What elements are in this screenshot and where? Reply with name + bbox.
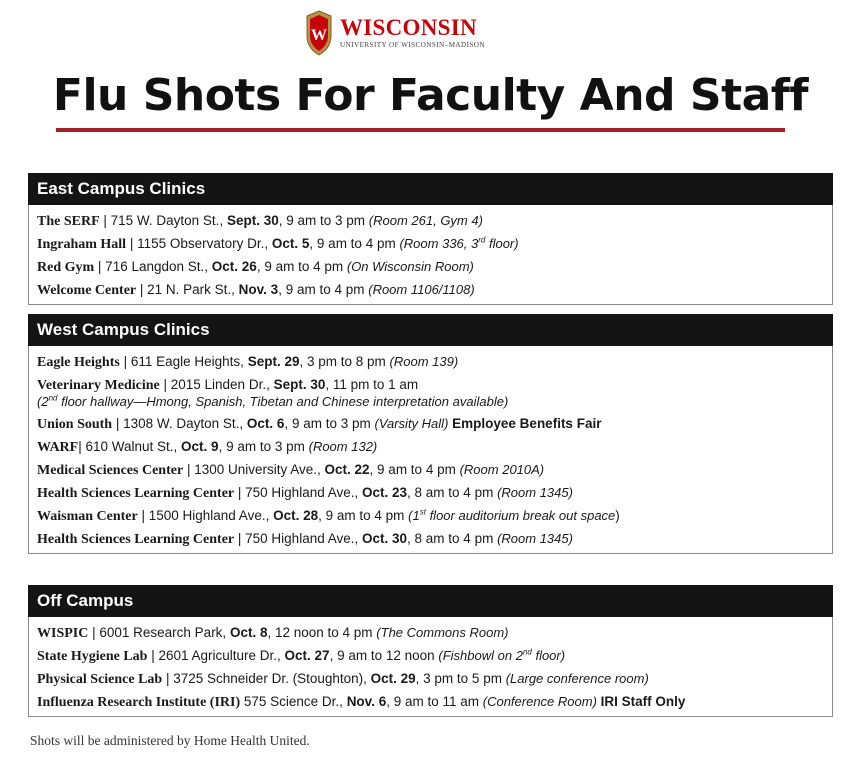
clinic-detail-part: (2 [37, 393, 49, 409]
clinic-room-part: floor) [485, 235, 519, 251]
clinic-address: | 3725 Schneider Dr. (Stoughton), [162, 670, 371, 686]
clinic-name: State Hygiene Lab [37, 648, 148, 664]
clinic-date: Oct. 27 [284, 647, 330, 663]
clinic-room [408, 508, 615, 523]
clinic-note: IRI Staff Only [596, 693, 686, 709]
clinic-time: , 12 noon to 4 pm [267, 624, 377, 640]
clinic-name: Health Sciences Learning Center [37, 485, 235, 501]
clinic-time: , 11 pm to 1 am [325, 376, 419, 392]
page-title: Flu Shots For Faculty And Staff [52, 70, 809, 121]
clinic-time: , 9 am to 4 pm [309, 235, 400, 251]
ordinal-suffix: nd [48, 393, 58, 403]
clinic-address: | 1308 W. Dayton St., [112, 415, 247, 431]
clinic-address: | 1155 Observatory Dr., [126, 235, 272, 251]
clinic-name: WISPIC [37, 625, 89, 641]
footnote: Shots will be administered by Home Health United. [30, 733, 310, 748]
clinic-detail-part: floor hallway—Hmong, Spanish, Tibetan and Chinese interpretation available) [57, 393, 509, 409]
section-heading: West Campus Clinics [28, 314, 833, 346]
clinic-name: Eagle Heights [37, 354, 120, 370]
title-rule [56, 128, 785, 132]
clinic-address: | 2601 Agriculture Dr., [147, 647, 285, 663]
clinic-address: | 611 Eagle Heights, [119, 353, 248, 369]
clinic-address: | 21 N. Park St., [136, 281, 239, 297]
clinic-name: Veterinary Medicine [37, 377, 160, 393]
clinic-date: Oct. 8 [229, 624, 268, 640]
clinic-row [37, 350, 824, 373]
svg-text:W: W [311, 27, 327, 44]
clinic-address: 575 Science Dr., [240, 693, 347, 709]
clinic-row [37, 527, 824, 550]
clinic-room: (Room 2010A) [459, 461, 545, 477]
clinic-time: , 8 am to 4 pm [407, 484, 498, 500]
clinic-row [37, 209, 824, 232]
clinic-row [37, 412, 824, 435]
clinic-name: Red Gym [37, 259, 95, 275]
clinic-time: , 9 am to 4 pm [278, 281, 369, 297]
clinic-date: Sept. 30 [273, 376, 326, 392]
clinic-address: | 2015 Linden Dr., [159, 376, 274, 392]
clinic-row [37, 435, 824, 458]
section-heading: Off Campus [28, 585, 833, 617]
logo-wordmark: WISCONSIN [340, 15, 477, 41]
clinic-room: (Varsity Hall) [374, 415, 449, 431]
ordinal-suffix: st [419, 507, 426, 517]
clinic-date: Oct. 29 [370, 670, 416, 686]
clinic-date: Oct. 23 [362, 484, 408, 500]
clinic-time: , 9 am to 3 pm [284, 415, 375, 431]
clinic-name: Physical Science Lab [37, 671, 163, 687]
clinic-time: , 9 am to 3 pm [218, 438, 309, 454]
clinic-list [29, 617, 832, 716]
clinic-date: Nov. 3 [238, 281, 279, 297]
section-west-campus [28, 314, 833, 554]
clinic-row [37, 644, 824, 667]
clinic-time: , 9 am to 3 pm [278, 212, 369, 228]
clinic-name: The SERF [37, 213, 100, 229]
clinic-name: Ingraham Hall [37, 236, 127, 252]
clinic-room: (Room 139) [389, 353, 459, 369]
clinic-row [37, 504, 824, 527]
clinic-date: Oct. 28 [273, 507, 319, 523]
clinic-row [37, 232, 824, 255]
clinic-address: | 750 Highland Ave., [234, 484, 362, 500]
clinic-room [438, 648, 565, 663]
clinic-room: (Room 132) [308, 438, 378, 454]
clinic-date: Oct. 22 [324, 461, 370, 477]
clinic-room: (Room 261, Gym 4) [368, 212, 483, 228]
logo-subtitle: UNIVERSITY OF WISCONSIN–MADISON [340, 41, 485, 50]
clinic-room-part: (Fishbowl on 2 [438, 647, 523, 663]
clinic-time: , 9 am to 4 pm [256, 258, 347, 274]
clinic-row [37, 621, 824, 644]
clinic-room-part: (1 [408, 507, 420, 523]
clinic-time: , 9 am to 4 pm [369, 461, 460, 477]
clinic-date: Sept. 29 [247, 353, 300, 369]
clinic-address: | 716 Langdon St., [94, 258, 212, 274]
section-east-campus [28, 173, 833, 305]
clinic-time: , 9 am to 4 pm [318, 507, 409, 523]
clinic-date: Oct. 30 [362, 530, 408, 546]
clinic-date: Oct. 26 [211, 258, 257, 274]
clinic-date: Oct. 9 [181, 438, 219, 454]
clinic-address: | 6001 Research Park, [88, 624, 230, 640]
clinic-date: Sept. 30 [226, 212, 279, 228]
clinic-room: (On Wisconsin Room) [346, 258, 474, 274]
clinic-name: Waisman Center [37, 508, 138, 524]
clinic-time: , 9 am to 11 am [386, 693, 483, 709]
clinic-row [37, 255, 824, 278]
clinic-room: (Room 1345) [497, 530, 573, 546]
clinic-name: Influenza Research Institute (IRI) [37, 694, 241, 710]
clinic-list [29, 346, 832, 553]
clinic-room: (Large conference room) [505, 670, 649, 686]
clinic-row [37, 481, 824, 504]
clinic-time: , 3 pm to 5 pm [415, 670, 506, 686]
clinic-room: (Conference Room) [482, 693, 597, 709]
clinic-room-close: ) [615, 507, 620, 523]
ordinal-suffix: rd [478, 235, 486, 245]
clinic-row [37, 667, 824, 690]
clinic-row [37, 278, 824, 301]
clinic-address: | 750 Highland Ave., [234, 530, 362, 546]
clinic-list [29, 205, 832, 304]
clinic-address: | 715 W. Dayton St., [99, 212, 227, 228]
clinic-room [399, 236, 518, 251]
clinic-room-part: (Room 336, 3 [399, 235, 479, 251]
clinic-date: Oct. 6 [246, 415, 285, 431]
clinic-date: Nov. 6 [346, 693, 387, 709]
uw-crest-icon [304, 10, 334, 56]
clinic-time: , 3 pm to 8 pm [299, 353, 390, 369]
clinic-name: Health Sciences Learning Center [37, 531, 235, 547]
section-off-campus [28, 585, 833, 717]
clinic-time: , 8 am to 4 pm [407, 530, 498, 546]
clinic-note: Employee Benefits Fair [448, 415, 602, 431]
clinic-name: Union South [37, 416, 113, 432]
clinic-address: | 610 Walnut St., [78, 438, 182, 454]
clinic-row [37, 373, 824, 412]
ordinal-suffix: nd [522, 647, 532, 657]
uw-logo [304, 9, 485, 57]
clinic-time: , 9 am to 12 noon [329, 647, 439, 663]
clinic-room-part: floor) [531, 647, 566, 663]
clinic-room-part: floor auditorium break out space [425, 507, 616, 523]
clinic-detail [37, 394, 824, 410]
clinic-name: WARF [37, 439, 79, 455]
clinic-room: (The Commons Room) [376, 624, 509, 640]
clinic-row [37, 458, 824, 481]
clinic-room: (Room 1345) [497, 484, 573, 500]
clinic-address: | 1500 Highland Ave., [137, 507, 274, 523]
clinic-row [37, 690, 824, 713]
clinic-date: Oct. 5 [271, 235, 310, 251]
clinic-name: Medical Sciences Center [37, 462, 184, 478]
clinic-address: | 1300 University Ave., [183, 461, 325, 477]
clinic-name: Welcome Center [37, 282, 137, 298]
section-heading: East Campus Clinics [28, 173, 833, 205]
clinic-room: (Room 1106/1108) [368, 281, 475, 297]
